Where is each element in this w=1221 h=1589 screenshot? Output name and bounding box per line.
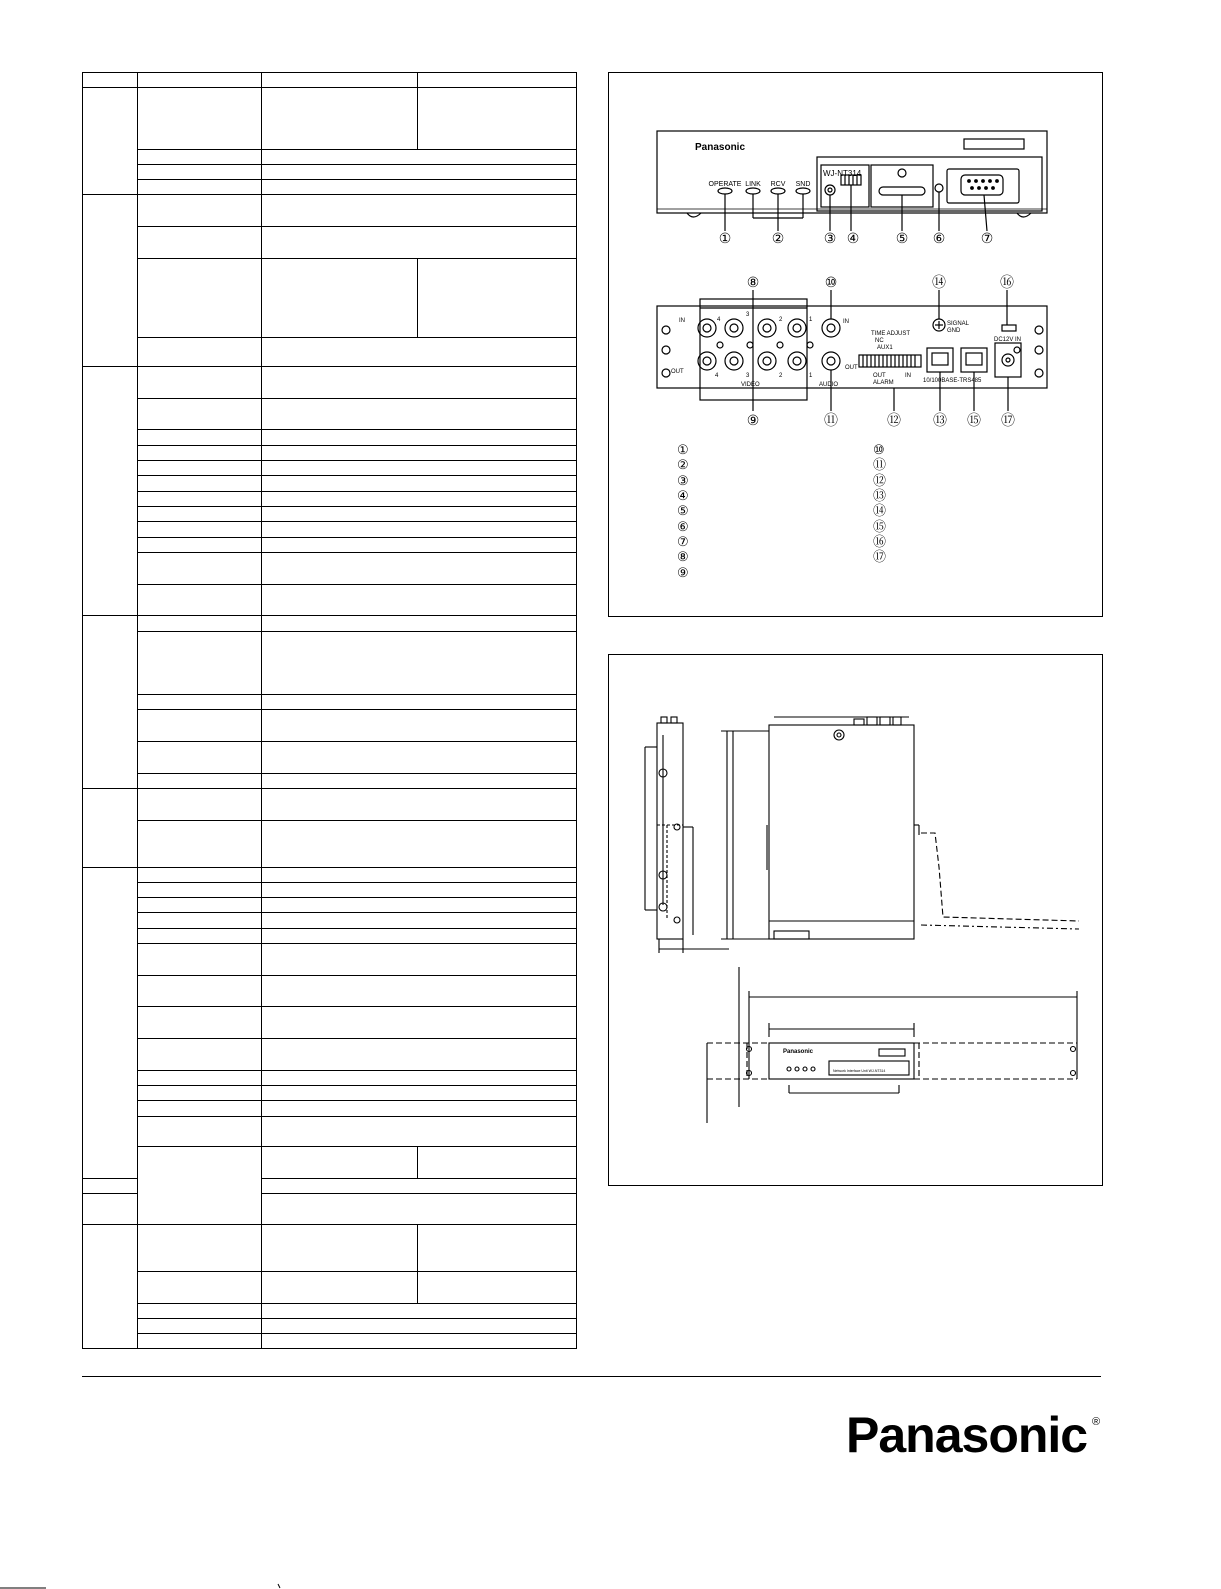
callout-16: ⑯ (1000, 274, 1014, 290)
table-row (83, 898, 577, 913)
crop-marks (0, 1582, 1221, 1589)
table-row (83, 1101, 577, 1116)
alarm-label: ALARM (873, 380, 894, 386)
table-row (83, 1070, 577, 1085)
video-in-number-3: 3 (746, 312, 750, 318)
table-row (83, 913, 577, 928)
rs485-label: RS485 (963, 378, 982, 384)
legend-right-15: ⑮ (873, 519, 887, 534)
table-row (83, 616, 577, 631)
table-row (83, 258, 577, 337)
table-row (83, 1086, 577, 1101)
legend-left-8: ⑧ (677, 549, 689, 564)
indicator-link-label: LINK (745, 181, 761, 188)
callout-3: ③ (823, 230, 837, 246)
callout-12: ⑫ (887, 412, 901, 428)
table-row (83, 180, 577, 194)
video-in-number-4: 4 (717, 317, 721, 323)
time-adjust-label: TIME ADJUST (871, 331, 911, 337)
indicator-operate-label: OPERATE (708, 181, 742, 188)
video-out-number-3: 3 (746, 373, 750, 379)
table-row (83, 741, 577, 773)
video-out-number-2: 2 (779, 373, 783, 379)
video-out-number-4: 4 (715, 373, 719, 379)
legend-left-7: ⑦ (677, 534, 689, 549)
table-row (83, 584, 577, 616)
table-row (83, 928, 577, 943)
nc-label: NC (875, 338, 884, 344)
rear-in-right-label: IN (843, 319, 849, 325)
aux1-label: AUX1 (877, 345, 893, 351)
dimension-drawing (609, 655, 1102, 1185)
registered-mark: ® (1092, 1416, 1101, 1428)
table-row (83, 1224, 577, 1271)
legend-left-6: ⑥ (677, 519, 689, 534)
front-view-text (695, 142, 993, 246)
table-row (83, 1007, 577, 1039)
callout-15: ⑮ (967, 412, 981, 428)
legend-right-17: ⑰ (873, 549, 887, 564)
top-view (721, 717, 1079, 939)
table-row (83, 149, 577, 164)
callout-13: ⑬ (933, 412, 947, 428)
audio-label: AUDIO (819, 382, 839, 388)
rear-view (657, 290, 1047, 411)
legend-left-1: ① (677, 442, 689, 457)
table-row (83, 820, 577, 867)
alarm-in-label: IN (905, 373, 911, 379)
table-row (83, 337, 577, 367)
table-row (83, 694, 577, 709)
legend-left-5: ⑤ (677, 503, 689, 518)
legend-right-11: ⑪ (873, 457, 887, 472)
table-row (83, 944, 577, 976)
table-row (83, 430, 577, 445)
legend (677, 442, 886, 580)
legend-left-4: ④ (677, 488, 689, 503)
front-rear-drawing (609, 73, 1102, 616)
table-row (83, 1039, 577, 1071)
table-row (83, 194, 577, 227)
indicator-snd-label: SND (795, 181, 811, 188)
legend-right-14: ⑭ (873, 503, 887, 518)
table-row (83, 1147, 577, 1179)
table-row (83, 537, 577, 552)
table-row (83, 367, 577, 399)
rear-view-text (671, 274, 1021, 428)
table-row (83, 88, 577, 149)
video-label: VIDEO (741, 382, 760, 388)
callout-7: ⑦ (980, 230, 994, 246)
panel-views (608, 72, 1103, 617)
table-row (83, 882, 577, 897)
table-row (83, 227, 577, 259)
legend-left-9: ⑨ (677, 565, 689, 580)
dc-in-label: DC12V IN (994, 337, 1022, 343)
rear-in-left-label: IN (679, 318, 685, 324)
footer-rule (82, 1376, 1101, 1377)
table-row (83, 975, 577, 1007)
table-row (83, 1271, 577, 1303)
lan-label: 10/100BASE-T (923, 378, 964, 384)
table-row (83, 164, 577, 179)
front-model: WJ-NT314 (823, 169, 862, 178)
specifications-table (82, 72, 577, 1349)
table-row (83, 710, 577, 742)
front-mount-view (707, 967, 1077, 1123)
table-row (83, 1334, 577, 1349)
signal-gnd-label-2: GND (947, 328, 961, 334)
legend-left-2: ② (677, 457, 689, 472)
legend-right-10: ⑩ (873, 442, 885, 457)
alarm-out-label: OUT (873, 373, 886, 379)
front-brand: Panasonic (695, 142, 746, 153)
table-row (83, 491, 577, 506)
table-row (83, 461, 577, 476)
video-in-number-2: 2 (779, 317, 783, 323)
signal-gnd-label-1: SIGNAL (947, 321, 970, 327)
legend-right-12: ⑫ (873, 473, 887, 488)
table-row (83, 788, 577, 820)
callout-6: ⑥ (932, 230, 946, 246)
table-row (83, 631, 577, 694)
rear-out-left-label: OUT (671, 369, 684, 375)
side-view (645, 717, 729, 953)
callout-8: ⑧ (746, 274, 760, 290)
callout-11: ⑪ (824, 412, 838, 428)
video-in-number-1: 1 (809, 317, 813, 323)
drawing-brand: Panasonic (783, 1049, 814, 1055)
callout-9: ⑨ (746, 412, 760, 428)
table-row (83, 773, 577, 788)
callout-2: ② (771, 230, 785, 246)
table-row (83, 1116, 577, 1147)
table-row (83, 73, 577, 88)
callout-5: ⑤ (895, 230, 909, 246)
table-row (83, 507, 577, 522)
legend-left-3: ③ (677, 473, 689, 488)
panel-dimensions (608, 654, 1103, 1186)
callout-4: ④ (846, 230, 860, 246)
table-row (83, 445, 577, 460)
indicator-rcv-label: RCV (770, 181, 786, 188)
callout-1: ① (718, 230, 732, 246)
table-row (83, 867, 577, 882)
table-row (83, 398, 577, 430)
callout-10: ⑩ (824, 274, 838, 290)
rear-out-right-label: OUT (845, 365, 858, 371)
callout-17: ⑰ (1001, 412, 1015, 428)
table-row (83, 522, 577, 537)
panasonic-logo: Panasonic (846, 1407, 1088, 1463)
table-row (83, 476, 577, 491)
video-out-number-1: 1 (809, 373, 813, 379)
table-row (83, 1318, 577, 1333)
legend-right-16: ⑯ (873, 534, 887, 549)
legend-right-13: ⑬ (873, 488, 887, 503)
drawing-model-label: Network Interface Unit WJ-NT314 (833, 1069, 886, 1073)
table-row (83, 552, 577, 584)
table-row (83, 1303, 577, 1318)
callout-14: ⑭ (932, 274, 946, 290)
